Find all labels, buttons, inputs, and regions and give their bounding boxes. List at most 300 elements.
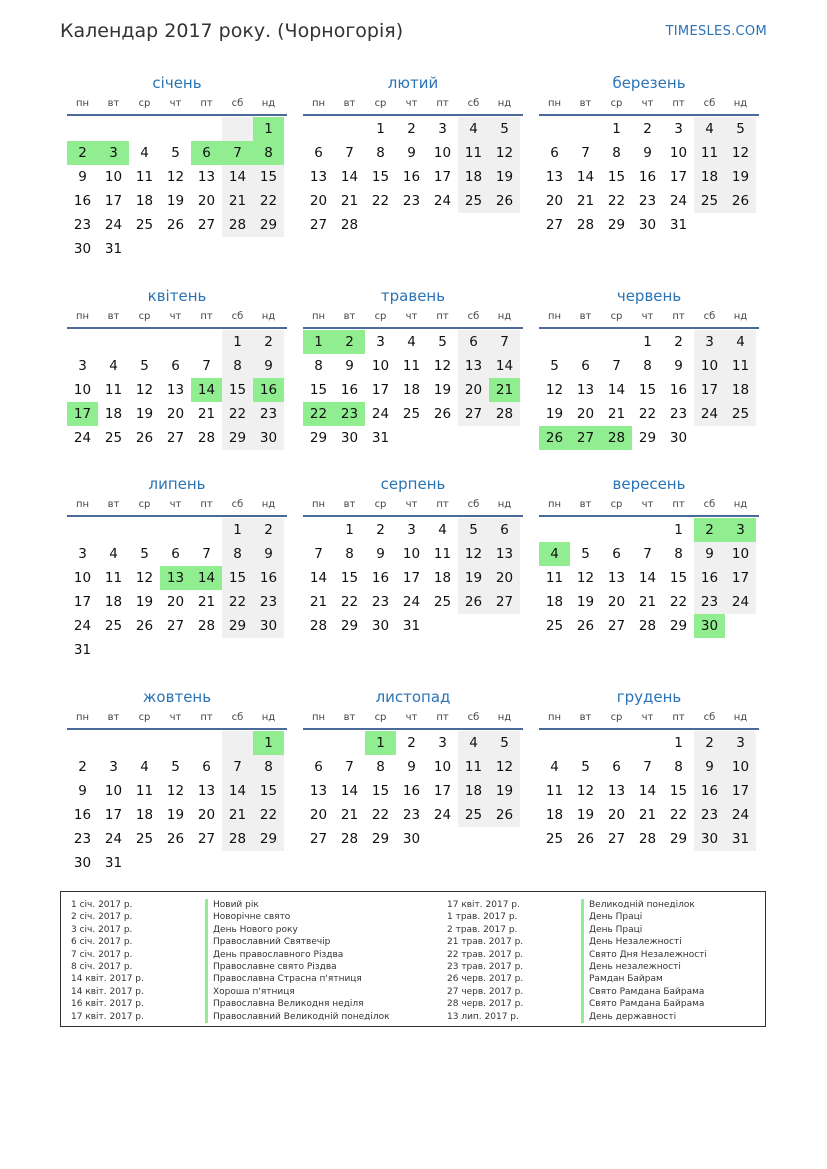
day-cell: 10	[371, 358, 390, 374]
day-blank	[601, 330, 632, 354]
day-cell: 15	[222, 378, 253, 402]
day-cell: 28	[638, 618, 657, 634]
day-cell: 25	[104, 430, 123, 446]
weekday-label: чт	[405, 712, 418, 723]
day-cell: 4	[458, 731, 489, 755]
holiday-name: Свято Дня Незалежності	[581, 949, 707, 961]
day-blank	[129, 518, 160, 542]
holiday-name: Православний Великодній понеділок	[205, 1011, 390, 1023]
holiday-name: Свято Рамдана Байрама	[581, 998, 704, 1010]
month-4	[67, 285, 287, 450]
month-name: січень	[152, 74, 202, 92]
day-cell: 17	[725, 566, 756, 590]
day-cell: 26	[135, 618, 154, 634]
day-cell: 13	[166, 382, 185, 398]
day-cell: 28	[638, 831, 657, 847]
day-cell: 15	[309, 382, 328, 398]
day-cell: 13	[545, 169, 564, 185]
day-cell: 10	[104, 783, 123, 799]
day-cell: 24	[104, 217, 123, 233]
day-cell: 12	[725, 141, 756, 165]
day-blank	[222, 731, 253, 755]
day-cell: 8	[376, 759, 385, 775]
weekday-label: пн	[75, 712, 90, 723]
day-cell: 27	[309, 831, 328, 847]
holiday-name: Хороша п'ятниця	[205, 986, 295, 998]
day-cell: 1	[643, 334, 652, 350]
day-cell: 15	[222, 566, 253, 590]
day-cell: 11	[433, 546, 452, 562]
day-cell: 15	[669, 570, 688, 586]
legend-row	[437, 998, 707, 1010]
weekday-label: ср	[374, 499, 387, 510]
holiday-name: День Праці	[581, 924, 642, 936]
holiday-day: 16	[253, 378, 284, 402]
day-cell: 5	[489, 731, 520, 755]
day-cell: 16	[253, 566, 284, 590]
weekday-label: нд	[497, 499, 512, 510]
day-cell: 10	[433, 145, 452, 161]
weekday-label: пт	[672, 499, 685, 510]
day-blank	[601, 731, 632, 755]
day-blank	[632, 518, 663, 542]
weekday-label: чт	[641, 499, 654, 510]
weekday-label: чт	[169, 499, 182, 510]
weekday-label: пн	[75, 499, 90, 510]
day-cell: 29	[253, 827, 284, 851]
day-cell: 3	[674, 121, 683, 137]
weekday-label: вт	[343, 712, 356, 723]
site-link[interactable]: TIMESLES.COM	[665, 24, 767, 39]
month-name: червень	[616, 287, 682, 305]
day-cell: 26	[166, 217, 185, 233]
weekday-label: пт	[200, 311, 213, 322]
day-cell: 17	[104, 807, 123, 823]
day-cell: 11	[725, 354, 756, 378]
weekday-label: сб	[467, 499, 480, 510]
day-cell: 14	[607, 382, 626, 398]
day-cell: 4	[140, 145, 149, 161]
day-cell: 19	[166, 193, 185, 209]
month-2	[303, 72, 523, 237]
day-cell: 24	[104, 831, 123, 847]
day-cell: 6	[171, 546, 180, 562]
day-cell: 8	[253, 755, 284, 779]
day-cell: 10	[725, 755, 756, 779]
day-cell: 11	[694, 141, 725, 165]
day-cell: 14	[222, 779, 253, 803]
holiday-day: 1	[365, 731, 396, 755]
day-cell: 18	[433, 570, 452, 586]
weekday-label: пт	[672, 98, 685, 109]
day-cell: 1	[222, 518, 253, 542]
day-cell: 23	[402, 193, 421, 209]
legend-row	[437, 1011, 707, 1023]
day-cell: 9	[694, 755, 725, 779]
weekday-label: вт	[107, 499, 120, 510]
holiday-name: День державності	[581, 1011, 676, 1023]
holiday-legend	[60, 891, 766, 1027]
holiday-name: Православна Страсна п'ятниця	[205, 973, 362, 985]
legend-row	[437, 899, 707, 911]
day-cell: 28	[489, 402, 520, 426]
holiday-day: 30	[694, 614, 725, 638]
day-cell: 23	[73, 217, 92, 233]
holiday-date: 2 трав. 2017 р.	[447, 924, 518, 935]
holiday-name: Новий рік	[205, 899, 259, 911]
weekday-header	[303, 708, 523, 730]
day-cell: 19	[489, 165, 520, 189]
day-cell: 25	[402, 406, 421, 422]
day-cell: 20	[166, 406, 185, 422]
day-cell: 20	[458, 378, 489, 402]
day-cell: 22	[371, 193, 390, 209]
holiday-day: 26	[539, 426, 570, 450]
day-cell: 2	[407, 735, 416, 751]
day-cell: 14	[309, 570, 328, 586]
day-cell: 5	[171, 759, 180, 775]
legend-row	[437, 936, 707, 948]
day-cell: 22	[340, 594, 359, 610]
day-cell: 18	[135, 193, 154, 209]
day-cell: 1	[674, 735, 683, 751]
day-cell: 17	[433, 783, 452, 799]
day-cell: 6	[489, 518, 520, 542]
day-cell: 6	[314, 759, 323, 775]
day-cell: 8	[314, 358, 323, 374]
legend-row	[437, 911, 707, 923]
day-cell: 26	[489, 189, 520, 213]
day-cell: 7	[345, 759, 354, 775]
weekday-label: сб	[467, 712, 480, 723]
legend-row	[61, 899, 390, 911]
day-cell: 31	[104, 241, 123, 257]
day-cell: 5	[140, 546, 149, 562]
day-cell: 13	[309, 783, 328, 799]
day-cell: 18	[725, 378, 756, 402]
day-blank	[570, 518, 601, 542]
day-cell: 31	[725, 827, 756, 851]
month-name: лютий	[387, 74, 439, 92]
day-cell: 13	[309, 169, 328, 185]
day-cell: 23	[371, 594, 390, 610]
day-cell: 26	[166, 831, 185, 847]
day-cell: 10	[669, 145, 688, 161]
day-cell: 27	[309, 217, 328, 233]
day-cell: 2	[78, 759, 87, 775]
day-cell: 19	[458, 566, 489, 590]
day-cell: 2	[253, 518, 284, 542]
month-name: травень	[380, 287, 446, 305]
day-blank	[539, 731, 570, 755]
holiday-date: 14 квіт. 2017 р.	[71, 986, 144, 997]
holiday-name: День Незалежності	[581, 936, 682, 948]
day-cell: 25	[135, 831, 154, 847]
day-cell: 11	[135, 169, 154, 185]
day-cell: 23	[253, 590, 284, 614]
day-blank	[160, 731, 191, 755]
holiday-day: 1	[253, 731, 284, 755]
day-cell: 14	[638, 783, 657, 799]
day-cell: 21	[340, 193, 359, 209]
holiday-day: 3	[98, 141, 129, 165]
day-cell: 13	[458, 354, 489, 378]
weekday-label: пт	[436, 499, 449, 510]
day-cell: 14	[340, 169, 359, 185]
holiday-day: 3	[725, 518, 756, 542]
weekday-label: сб	[231, 712, 244, 723]
day-cell: 17	[402, 570, 421, 586]
day-cell: 19	[725, 165, 756, 189]
day-cell: 25	[433, 594, 452, 610]
day-cell: 29	[371, 831, 390, 847]
legend-column-left	[61, 899, 390, 1023]
holiday-date: 28 черв. 2017 р.	[447, 999, 524, 1010]
holiday-day: 2	[67, 141, 98, 165]
day-cell: 27	[166, 618, 185, 634]
day-cell: 20	[197, 807, 216, 823]
weekday-label: нд	[733, 311, 748, 322]
day-cell: 29	[253, 213, 284, 237]
day-cell: 10	[725, 542, 756, 566]
day-cell: 11	[135, 783, 154, 799]
day-blank	[632, 731, 663, 755]
day-cell: 28	[576, 217, 595, 233]
weekday-label: сб	[703, 311, 716, 322]
day-cell: 12	[166, 783, 185, 799]
day-cell: 2	[674, 334, 683, 350]
day-cell: 3	[407, 522, 416, 538]
day-cell: 3	[109, 759, 118, 775]
holiday-name: День Праці	[581, 911, 642, 923]
day-cell: 15	[638, 382, 657, 398]
day-cell: 26	[725, 189, 756, 213]
day-blank	[539, 518, 570, 542]
day-cell: 7	[612, 358, 621, 374]
holiday-day: 14	[191, 378, 222, 402]
days-grid	[303, 330, 523, 450]
holiday-date: 7 січ. 2017 р.	[71, 949, 133, 960]
weekday-label: сб	[231, 499, 244, 510]
day-cell: 28	[340, 831, 359, 847]
day-blank	[191, 117, 222, 141]
weekday-label: вт	[107, 311, 120, 322]
day-cell: 27	[489, 590, 520, 614]
holiday-name: День православного Різдва	[205, 949, 343, 961]
day-cell: 17	[371, 382, 390, 398]
day-cell: 8	[612, 145, 621, 161]
weekday-label: ср	[374, 712, 387, 723]
day-cell: 15	[253, 779, 284, 803]
day-cell: 15	[340, 570, 359, 586]
weekday-label: пт	[436, 98, 449, 109]
holiday-date: 13 лип. 2017 р.	[447, 1011, 519, 1022]
legend-row	[437, 986, 707, 998]
day-cell: 15	[371, 169, 390, 185]
day-cell: 23	[253, 402, 284, 426]
weekday-label: вт	[343, 98, 356, 109]
day-cell: 11	[104, 382, 123, 398]
day-blank	[191, 330, 222, 354]
day-cell: 17	[725, 779, 756, 803]
weekday-label: чт	[641, 311, 654, 322]
day-cell: 20	[489, 566, 520, 590]
day-cell: 19	[576, 807, 595, 823]
weekday-label: сб	[231, 98, 244, 109]
holiday-day: 22	[303, 402, 334, 426]
day-cell: 6	[314, 145, 323, 161]
day-cell: 28	[309, 618, 328, 634]
holiday-date: 16 квіт. 2017 р.	[71, 999, 144, 1010]
day-cell: 2	[694, 731, 725, 755]
weekday-label: пн	[547, 499, 562, 510]
holiday-day: 21	[489, 378, 520, 402]
holiday-name: Великодній понеділок	[581, 899, 695, 911]
weekday-label: нд	[497, 311, 512, 322]
days-grid	[67, 731, 287, 875]
legend-row	[61, 924, 390, 936]
month-11	[303, 686, 523, 851]
day-cell: 15	[371, 783, 390, 799]
day-cell: 24	[694, 402, 725, 426]
weekday-label: сб	[703, 499, 716, 510]
day-cell: 27	[197, 831, 216, 847]
weekday-label: сб	[467, 98, 480, 109]
day-cell: 10	[433, 759, 452, 775]
weekday-label: пн	[75, 311, 90, 322]
day-cell: 29	[669, 618, 688, 634]
month-7	[67, 473, 287, 662]
day-cell: 17	[433, 169, 452, 185]
day-cell: 2	[253, 330, 284, 354]
day-cell: 18	[135, 807, 154, 823]
day-cell: 10	[73, 382, 92, 398]
day-cell: 9	[253, 542, 284, 566]
weekday-label: сб	[231, 311, 244, 322]
holiday-day: 1	[253, 117, 284, 141]
day-blank	[334, 731, 365, 755]
day-blank	[98, 731, 129, 755]
day-cell: 22	[638, 406, 657, 422]
day-cell: 9	[407, 759, 416, 775]
day-blank	[67, 117, 98, 141]
weekday-label: вт	[107, 98, 120, 109]
day-cell: 14	[638, 570, 657, 586]
day-cell: 22	[371, 807, 390, 823]
legend-row	[61, 998, 390, 1010]
day-cell: 21	[638, 807, 657, 823]
day-blank	[303, 731, 334, 755]
day-cell: 21	[638, 594, 657, 610]
day-cell: 3	[78, 358, 87, 374]
day-cell: 29	[309, 430, 328, 446]
month-name: липень	[148, 475, 206, 493]
day-cell: 12	[545, 382, 564, 398]
month-name: жовтень	[142, 688, 212, 706]
weekday-label: ср	[138, 712, 151, 723]
month-3	[539, 72, 759, 237]
day-cell: 20	[545, 193, 564, 209]
day-cell: 30	[402, 831, 421, 847]
day-cell: 30	[669, 430, 688, 446]
holiday-day: 2	[694, 518, 725, 542]
day-cell: 11	[458, 755, 489, 779]
day-cell: 17	[669, 169, 688, 185]
day-cell: 12	[166, 169, 185, 185]
holiday-date: 6 січ. 2017 р.	[71, 937, 133, 948]
day-cell: 15	[669, 783, 688, 799]
day-cell: 7	[202, 358, 211, 374]
day-cell: 27	[607, 831, 626, 847]
month-10	[67, 686, 287, 875]
day-cell: 10	[73, 570, 92, 586]
month-name: квітень	[147, 287, 207, 305]
day-cell: 22	[222, 590, 253, 614]
day-cell: 20	[607, 594, 626, 610]
day-cell: 21	[222, 189, 253, 213]
weekday-label: нд	[261, 712, 276, 723]
days-grid	[303, 117, 523, 237]
day-cell: 12	[576, 783, 595, 799]
weekday-label: пт	[436, 311, 449, 322]
day-cell: 20	[309, 807, 328, 823]
weekday-label: вт	[579, 98, 592, 109]
day-cell: 17	[73, 594, 92, 610]
day-cell: 31	[669, 217, 688, 233]
weekday-header	[67, 708, 287, 730]
day-cell: 12	[135, 382, 154, 398]
day-cell: 4	[407, 334, 416, 350]
day-cell: 3	[694, 330, 725, 354]
day-cell: 29	[222, 614, 253, 638]
day-cell: 13	[607, 570, 626, 586]
day-cell: 23	[638, 193, 657, 209]
holiday-day: 27	[570, 426, 601, 450]
day-cell: 16	[402, 169, 421, 185]
day-cell: 22	[253, 189, 284, 213]
weekday-label: нд	[733, 98, 748, 109]
day-blank	[601, 518, 632, 542]
day-cell: 30	[694, 827, 725, 851]
day-cell: 1	[222, 330, 253, 354]
holiday-day: 28	[601, 426, 632, 450]
day-cell: 7	[202, 546, 211, 562]
day-cell: 16	[73, 807, 92, 823]
day-cell: 30	[340, 430, 359, 446]
day-cell: 28	[222, 827, 253, 851]
weekday-label: сб	[703, 98, 716, 109]
day-cell: 6	[612, 546, 621, 562]
month-1	[67, 72, 287, 261]
day-cell: 25	[545, 618, 564, 634]
day-blank	[303, 518, 334, 542]
day-cell: 24	[669, 193, 688, 209]
day-cell: 15	[253, 165, 284, 189]
holiday-name: Рамдан Байрам	[581, 973, 663, 985]
day-cell: 9	[376, 546, 385, 562]
weekday-header	[67, 307, 287, 329]
legend-row	[61, 986, 390, 998]
weekday-label: ср	[138, 311, 151, 322]
legend-column-right	[437, 899, 707, 1023]
holiday-name: Православний Святвечір	[205, 936, 330, 948]
legend-row	[437, 973, 707, 985]
holiday-day: 4	[539, 542, 570, 566]
month-name: грудень	[616, 688, 682, 706]
day-cell: 25	[694, 189, 725, 213]
day-cell: 23	[73, 831, 92, 847]
day-cell: 5	[171, 145, 180, 161]
